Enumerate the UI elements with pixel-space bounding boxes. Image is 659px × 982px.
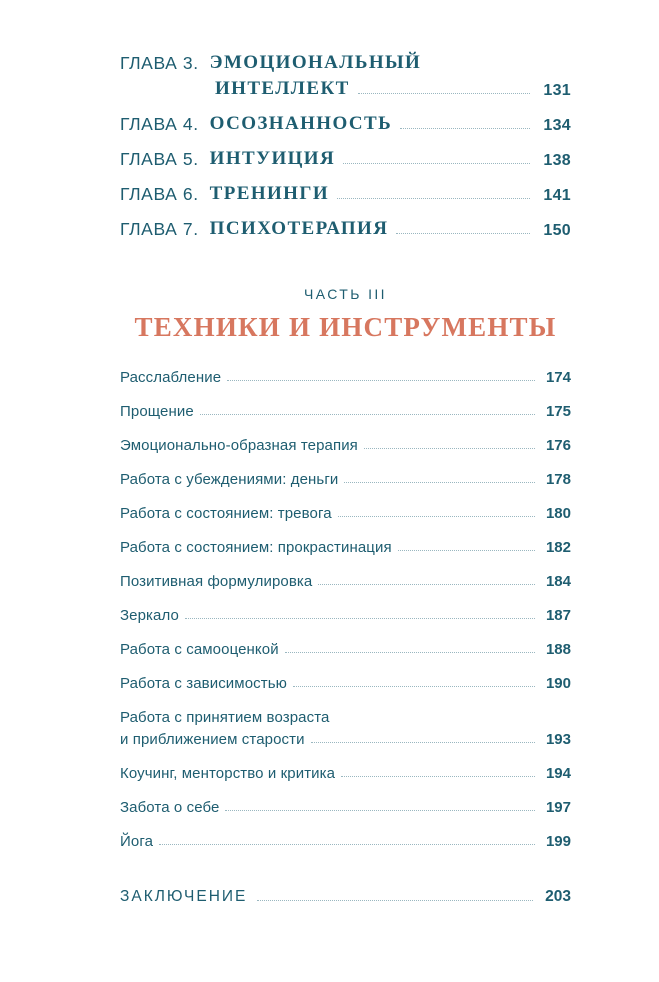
toc-entry-chapter-6[interactable] [120, 183, 571, 205]
toc-entry-technique[interactable] [120, 437, 571, 454]
toc-entry-line [120, 709, 571, 726]
page-number: 150 [543, 222, 571, 239]
toc-entry-technique[interactable] [120, 369, 571, 386]
chapter-label: ГЛАВА 7. [120, 219, 199, 239]
page-number: 175 [545, 403, 571, 420]
toc-entry-chapter-4[interactable] [120, 113, 571, 135]
page-number: 194 [545, 765, 571, 782]
toc-entry-technique[interactable] [120, 833, 571, 850]
chapter-title: ИНТУИЦИЯ [209, 148, 336, 169]
toc-entry-chapter-3[interactable] [120, 52, 571, 100]
page-number: 141 [543, 187, 571, 204]
toc-entry-technique[interactable] [120, 799, 571, 816]
toc-entry-technique[interactable] [120, 403, 571, 420]
dot-leader [159, 843, 535, 845]
technique-title-cont: и приближением старости [120, 731, 305, 748]
chapter-label: ГЛАВА 6. [120, 184, 199, 204]
toc-entry-technique[interactable] [120, 675, 571, 692]
chapter-label: ГЛАВА 4. [120, 114, 199, 134]
toc-entry-line [120, 52, 571, 74]
technique-title: Позитивная формулировка [120, 573, 313, 590]
toc-entry-chapter-7[interactable] [120, 218, 571, 240]
dot-leader [341, 775, 535, 777]
page-number: 193 [545, 731, 571, 748]
page-number: 197 [545, 799, 571, 816]
page-number: 134 [543, 117, 571, 134]
technique-title: Работа с самооценкой [120, 641, 279, 658]
page-number: 199 [545, 833, 571, 850]
technique-title: Работа с принятием возраста [120, 709, 330, 726]
dot-leader [225, 809, 535, 811]
dot-leader [396, 232, 530, 234]
technique-title: Эмоционально-образная терапия [120, 437, 358, 454]
dot-leader [364, 447, 535, 449]
dot-leader [343, 162, 530, 164]
page-number: 188 [545, 641, 571, 658]
page-number: 138 [543, 152, 571, 169]
dot-leader [285, 651, 535, 653]
chapter-title: ТРЕНИНГИ [209, 183, 330, 204]
toc-entry-chapter-5[interactable] [120, 148, 571, 170]
page-number: 131 [543, 82, 571, 99]
chapter-title-cont: ИНТЕЛЛЕКТ [215, 78, 350, 99]
technique-list [120, 369, 571, 850]
toc-entry-technique[interactable] [120, 573, 571, 590]
dot-leader [344, 481, 535, 483]
chapter-label: ГЛАВА 3. [120, 53, 199, 73]
dot-leader [257, 899, 533, 901]
toc-entry-conclusion[interactable] [120, 888, 571, 906]
chapter-title: ЭМОЦИОНАЛЬНЫЙ [209, 52, 422, 73]
dot-leader [338, 515, 535, 517]
chapter-label: ГЛАВА 5. [120, 149, 199, 169]
page-number: 180 [545, 505, 571, 522]
toc-entry-technique[interactable] [120, 641, 571, 658]
toc-entry-technique[interactable] [120, 607, 571, 624]
dot-leader [185, 617, 535, 619]
chapter-list [120, 52, 571, 240]
technique-title: Коучинг, менторство и критика [120, 765, 336, 782]
dot-leader [227, 379, 535, 381]
page-number: 184 [545, 573, 571, 590]
technique-title: Зеркало [120, 607, 179, 624]
technique-title: Работа с убеждениями: деньги [120, 471, 339, 488]
dot-leader [311, 741, 535, 743]
technique-title: Работа с состоянием: тревога [120, 505, 332, 522]
technique-title: Забота о себе [120, 799, 220, 816]
page-number: 190 [545, 675, 571, 692]
technique-title: Работа с состоянием: прокрастинация [120, 539, 392, 556]
toc-entry-technique[interactable] [120, 765, 571, 782]
toc-entry-line [120, 731, 571, 748]
technique-title: Работа с зависимостью [120, 675, 287, 692]
page-number: 182 [545, 539, 571, 556]
toc-entry-technique[interactable] [120, 539, 571, 556]
part-number: ЧАСТЬ III [304, 286, 387, 302]
dot-leader [358, 92, 530, 94]
chapter-title: ОСОЗНАННОСТЬ [209, 113, 393, 134]
page-number: 178 [545, 471, 571, 488]
part-heading [120, 286, 571, 343]
page-number: 203 [545, 888, 571, 905]
technique-title: Прощение [120, 403, 194, 420]
toc-entry-line [120, 78, 571, 100]
dot-leader [200, 413, 535, 415]
dot-leader [400, 127, 530, 129]
technique-title: Расслабление [120, 369, 222, 386]
dot-leader [318, 583, 535, 585]
dot-leader [337, 197, 530, 199]
dot-leader [293, 685, 535, 687]
toc-entry-technique[interactable] [120, 471, 571, 488]
toc-entry-technique[interactable] [120, 505, 571, 522]
conclusion-title: ЗАКЛЮЧЕНИЕ [120, 888, 248, 905]
technique-title: Йога [120, 833, 154, 850]
dot-leader [398, 549, 535, 551]
page-number: 187 [545, 607, 571, 624]
page-number: 176 [545, 437, 571, 454]
part-title: ТЕХНИКИ И ИНСТРУМЕНТЫ [134, 312, 557, 342]
page-number: 174 [545, 369, 571, 386]
chapter-title: ПСИХОТЕРАПИЯ [209, 218, 389, 239]
toc-entry-technique[interactable] [120, 709, 571, 748]
